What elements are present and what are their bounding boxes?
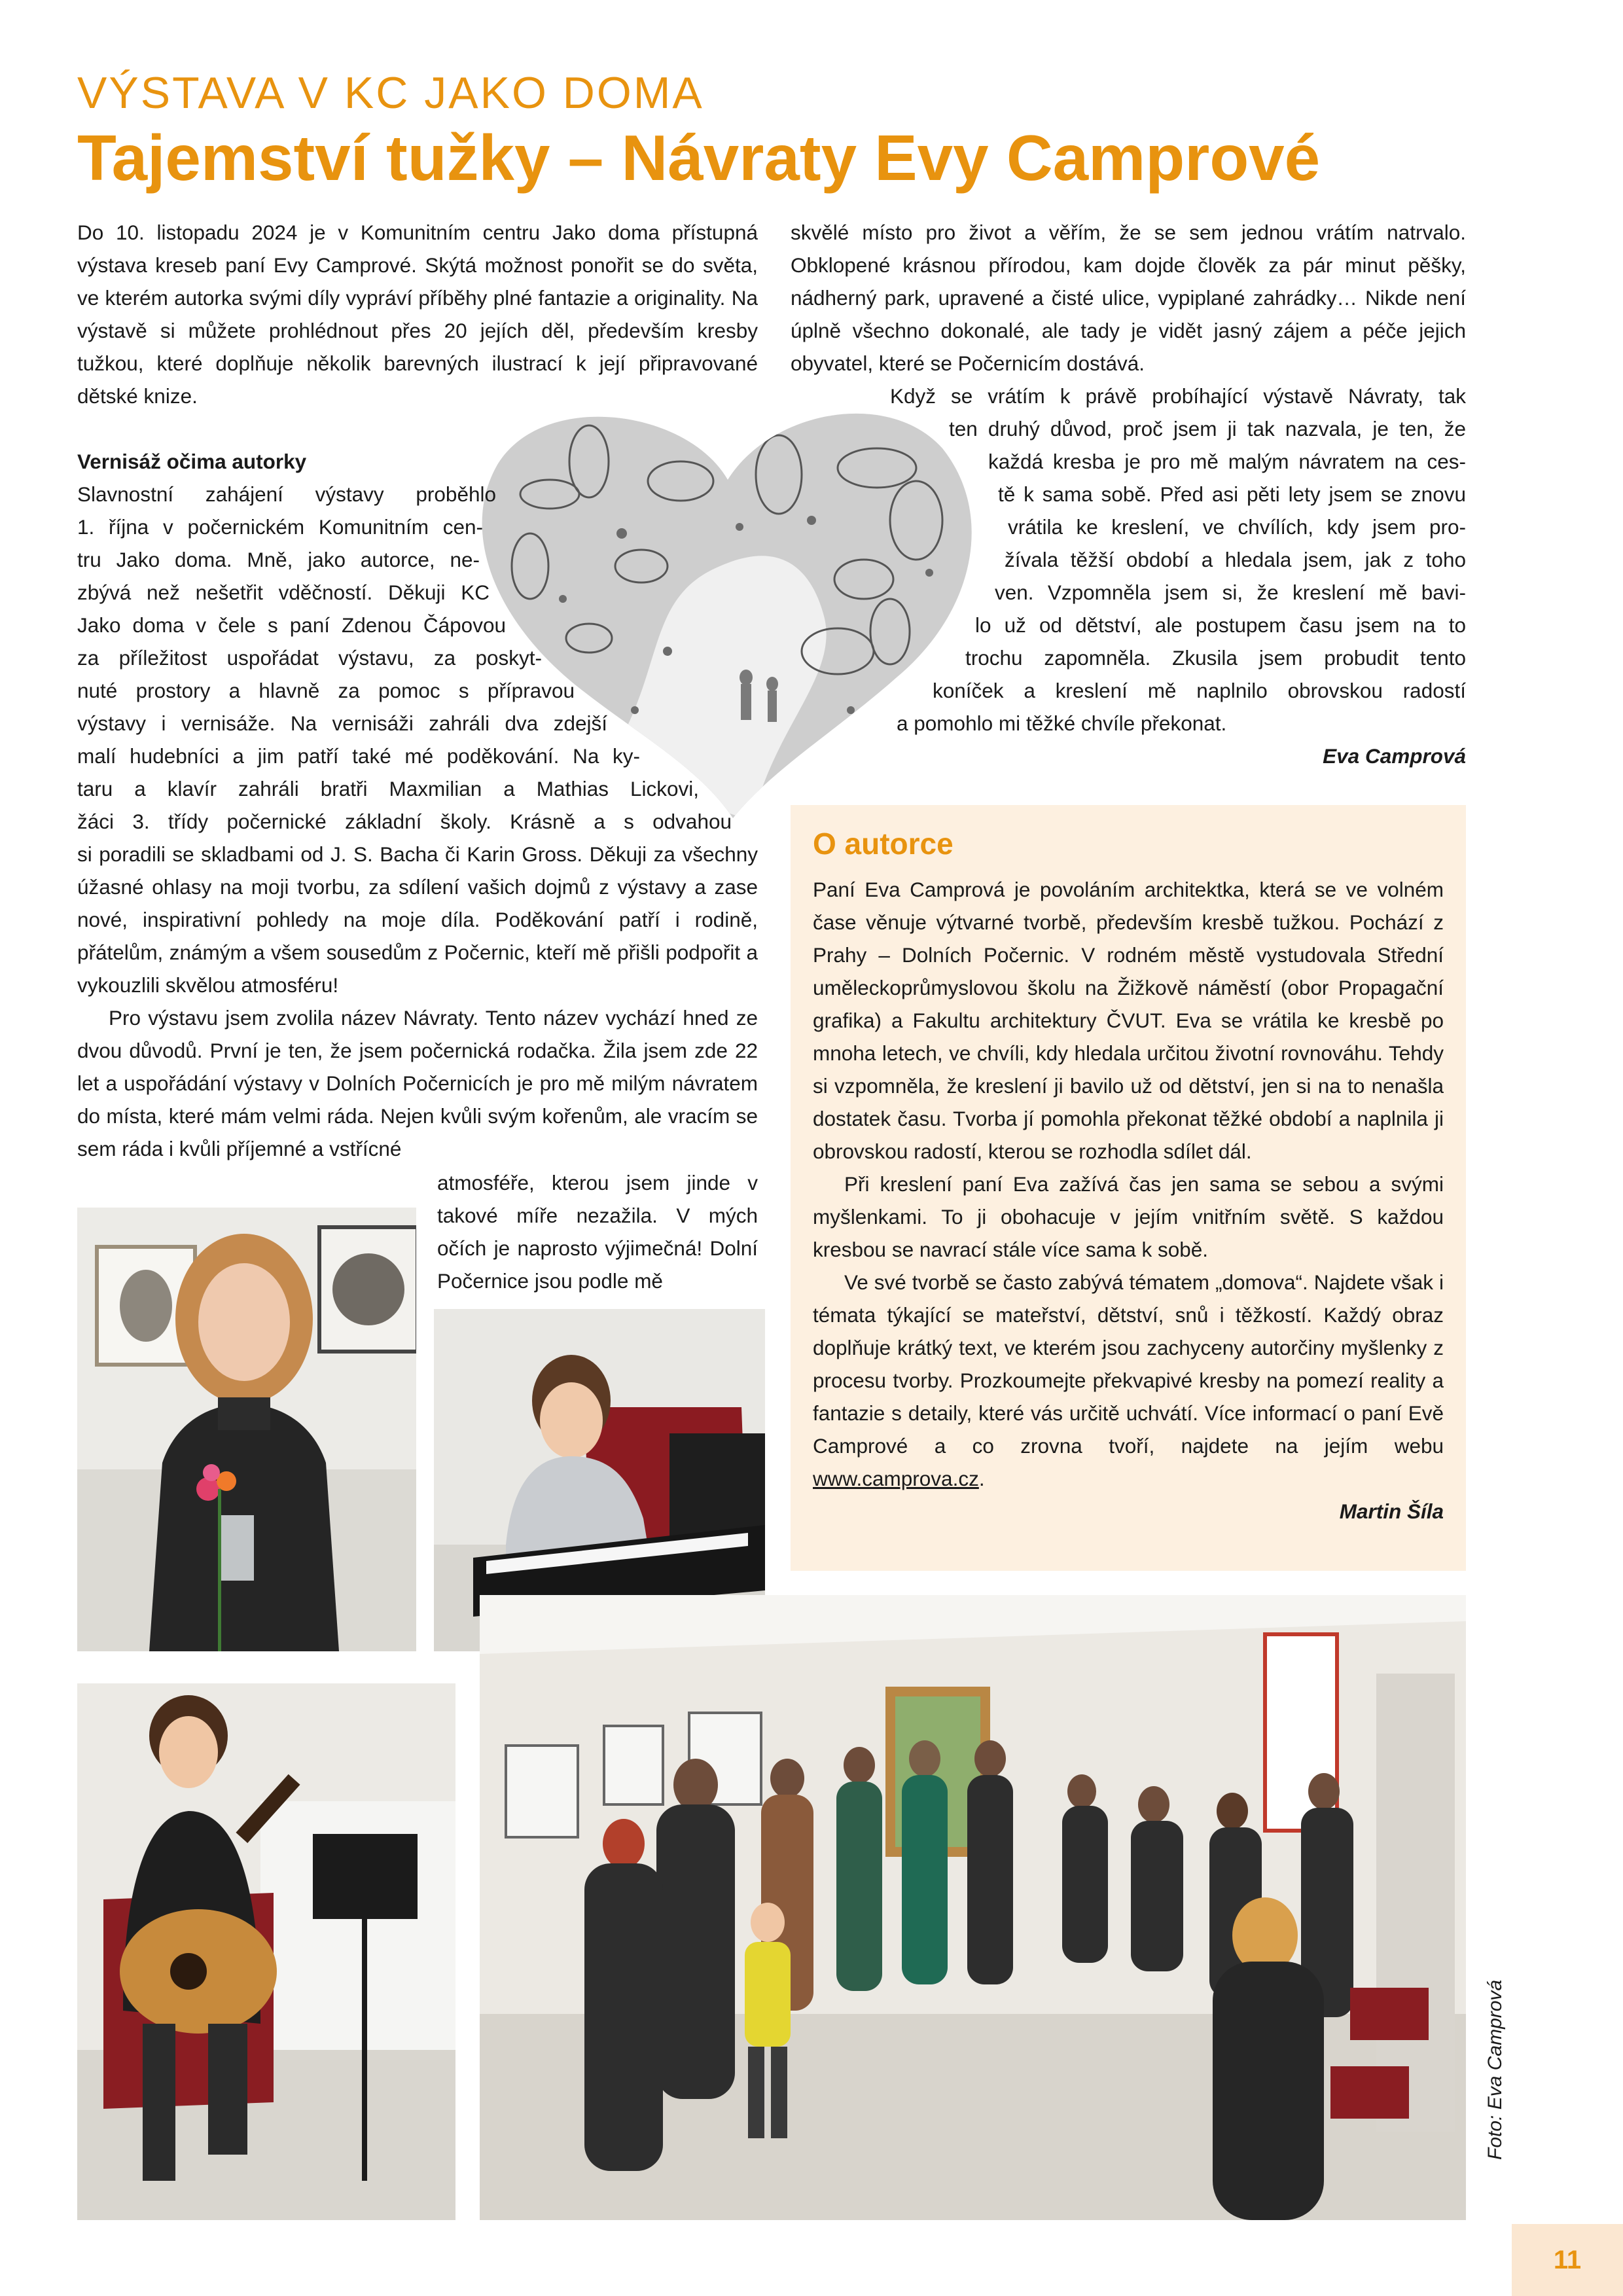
box-signature: Martin Šíla	[1339, 1499, 1444, 1523]
vernisaz-line: za příležitost uspořádat výstavu, za poskyt-	[77, 646, 542, 670]
article-title: Tajemství tužky – Návraty Evy Camprové	[77, 122, 1321, 194]
vernisaz-line: výstavy i vernisáže. Na vernisáži zahráli dva zdejší	[77, 711, 607, 735]
left-narrow-text	[437, 1166, 758, 1297]
navraty-paragraph: Pro výstavu jsem zvolila název Návraty. Tento název vychází hned ze dvou důvodů. První je ten, že jsem počernická rodačka. Žila jsem zde 22 let a uspořádání výstavy v Dolních Počernicích je pro mě milým návratem do místa, které mám velmi ráda. Nejen kvůli svým kořenům, ale vracím se sem ráda i kvůli příjemné a vstřícné	[77, 1006, 758, 1160]
right-lines	[791, 380, 1466, 740]
right-line: ven. Vzpomněla jsem si, že kreslení mě bavi-	[995, 581, 1466, 604]
right-paragraph-1: skvělé místo pro život a věřím, že se sem jednou vrátím natrvalo. Obklopené krásnou přírodou, kam dojde člověk za pár minut pěšky, nádherný park, upravené a čisté ulice, vypiplané zahrádky… Nikde není úplně všechno dokonalé, ale tady je vidět jasný zájem a péče jejich obyvatel, které se Počernicím dostává.	[791, 221, 1466, 375]
right-line: ten druhý důvod, proč jsem ji tak nazvala, je ten, že	[949, 417, 1466, 440]
vernisaz-line: Jako doma v čele s paní Zdenou Čápovou	[77, 613, 506, 637]
right-line: každá kresba je pro mě malým návratem na ces-	[988, 450, 1466, 473]
vernisaz-paragraph-rest: si poradili se skladbami od J. S. Bacha či Karin Gross. Děkuji za všechny úžasné ohlasy na moji tvorbu, za sdílení vašich dojmů z výstavy a zase nové, inspirativní pohledy na moje díla. Poděkování patří i rodině, přátelům, známým a všem sousedům z Počernic, kteří mě přišli podpořit a vykouzlili skvělou atmosféru!	[77, 842, 758, 997]
photo-author-svg	[77, 1208, 416, 1651]
right-line: lo už od dětství, ale postupem času jsem na to	[975, 613, 1466, 637]
vernisaz-line: malí hudebníci a jim patří také mé poděkování. Na ky-	[77, 744, 640, 768]
vernisaz-line: nuté prostory a hlavně za pomoc s přípravou	[77, 679, 575, 702]
about-paragraph-3-end: .	[978, 1467, 985, 1490]
about-paragraph-1: Paní Eva Camprová je povoláním architektka, která se ve volném čase věnuje výtvarné tvorbě, především kresbě tužkou. Pochází z Prahy – Dolních Počernic. V rodném městě vystudovala Střední uměleckoprůmyslovou školu na Žižkově náměstí (obor Propagační grafika) a Fakultu architektury ČVUT. Eva se vrátila ke kresbě po mnoha letech, ve chvíli, kdy hledala určitou životní rovnováhu. Tehdy si vzpomněla, že kreslení ji bavilo už od dětství, jen si na to nenašla dostatek času. Tvorba jí pomohla překonat těžké období a naplnila ji obrovskou radostí, kterou se rozhodla sdílet dál.	[813, 878, 1444, 1163]
vernisaz-line: zbývá než nešetřit vděčností. Děkuji KC	[77, 581, 490, 604]
photo-credit-text: Foto: Eva Camprová	[1484, 1979, 1506, 2160]
subheading-vernisaz: Vernisáž očima autorky	[77, 450, 307, 473]
right-line: žívala těžší období a hledala jsem, jak z toho	[1005, 548, 1466, 571]
about-author-box	[791, 805, 1466, 1571]
intro-paragraph: Do 10. listopadu 2024 je v Komunitním centru Jako doma přístupná výstava kreseb paní Evy Camprové. Skýtá možnost ponořit se do světa, ve kterém autorka svými díly vypráví příběhy plné fantazie a originality. Na výstavě si můžete prohlédnout přes 20 jejích děl, především kresby tužkou, které doplňuje několik barevných ilustrací k její připravované dětské knize.	[77, 221, 758, 408]
right-column	[791, 216, 1466, 772]
photo-credit	[1484, 1979, 1510, 2166]
right-line: Když se vrátím k právě probíhající výstavě Návraty, tak	[890, 384, 1466, 408]
vernisaz-line: taru a klavír zahráli bratři Maxmilian a Mathias Lickovi,	[77, 777, 699, 800]
photo-guitar-svg	[77, 1683, 455, 2220]
about-paragraph-2: Při kreslení paní Eva zažívá čas jen sama se sebou a svými myšlenkami. To ji obohacuje v jejím vnitřním světě. S každou kresbou se navrací stále více sama k sobě.	[813, 1172, 1444, 1261]
left-column	[77, 216, 758, 1165]
right-line: vrátila ke kreslení, ve chvílích, kdy jsem pro-	[1008, 515, 1466, 539]
right-line: a pomohlo mi těžké chvíle překonat.	[897, 711, 1227, 735]
photo-vernissage-crowd	[480, 1595, 1466, 2220]
about-paragraph-3	[813, 1266, 1444, 1495]
page-number: 11	[1512, 2224, 1623, 2296]
vernisaz-lines	[77, 478, 758, 838]
photo-crowd-svg	[480, 1595, 1466, 2220]
website-link[interactable]: www.camprova.cz	[813, 1467, 979, 1490]
right-line: koníček a kreslení mě naplnilo obrovskou radostí	[933, 679, 1466, 702]
right-line: tě k sama sobě. Před asi pěti lety jsem se znovu	[998, 482, 1466, 506]
vernisaz-line: 1. října v počernickém Komunitním cen-	[77, 515, 483, 539]
photo-boy-guitar	[77, 1683, 455, 2220]
section-kicker: VÝSTAVA V KC JAKO DOMA	[77, 68, 704, 118]
photo-author-with-flowers	[77, 1208, 416, 1651]
about-author-heading: O autorce	[813, 827, 954, 861]
author-signature: Eva Camprová	[1323, 744, 1466, 768]
vernisaz-line: Slavnostní zahájení výstavy proběhlo	[77, 482, 496, 506]
navraty-paragraph-narrow: atmosféře, kterou jsem jinde v takové míře nezažila. V mých očích je naprosto výjimečná! Dolní Počernice jsou podle mě	[437, 1171, 758, 1293]
about-paragraph-3-text: Ve své tvorbě se často zabývá tématem „domova“. Najdete však i témata týkající se mateřství, dětství, snů i těžkostí. Každý obraz doplňuje krátký text, ve kterém jsou zachyceny autorčiny myšlenky z procesu tvorby. Prozkoumejte překvapivé kresby na pomezí reality a fantazie s detaily, které vás určitě uchvátí. Více informací o paní Evě Camprové a co zrovna tvoří, najdete na jejím webu	[813, 1270, 1444, 1458]
vernisaz-line: tru Jako doma. Mně, jako autorce, ne-	[77, 548, 480, 571]
vernisaz-line: žáci 3. třídy počernické základní školy. Krásně a s odvahou	[77, 810, 732, 833]
right-line: trochu zapomněla. Zkusila jsem probudit tento	[965, 646, 1466, 670]
